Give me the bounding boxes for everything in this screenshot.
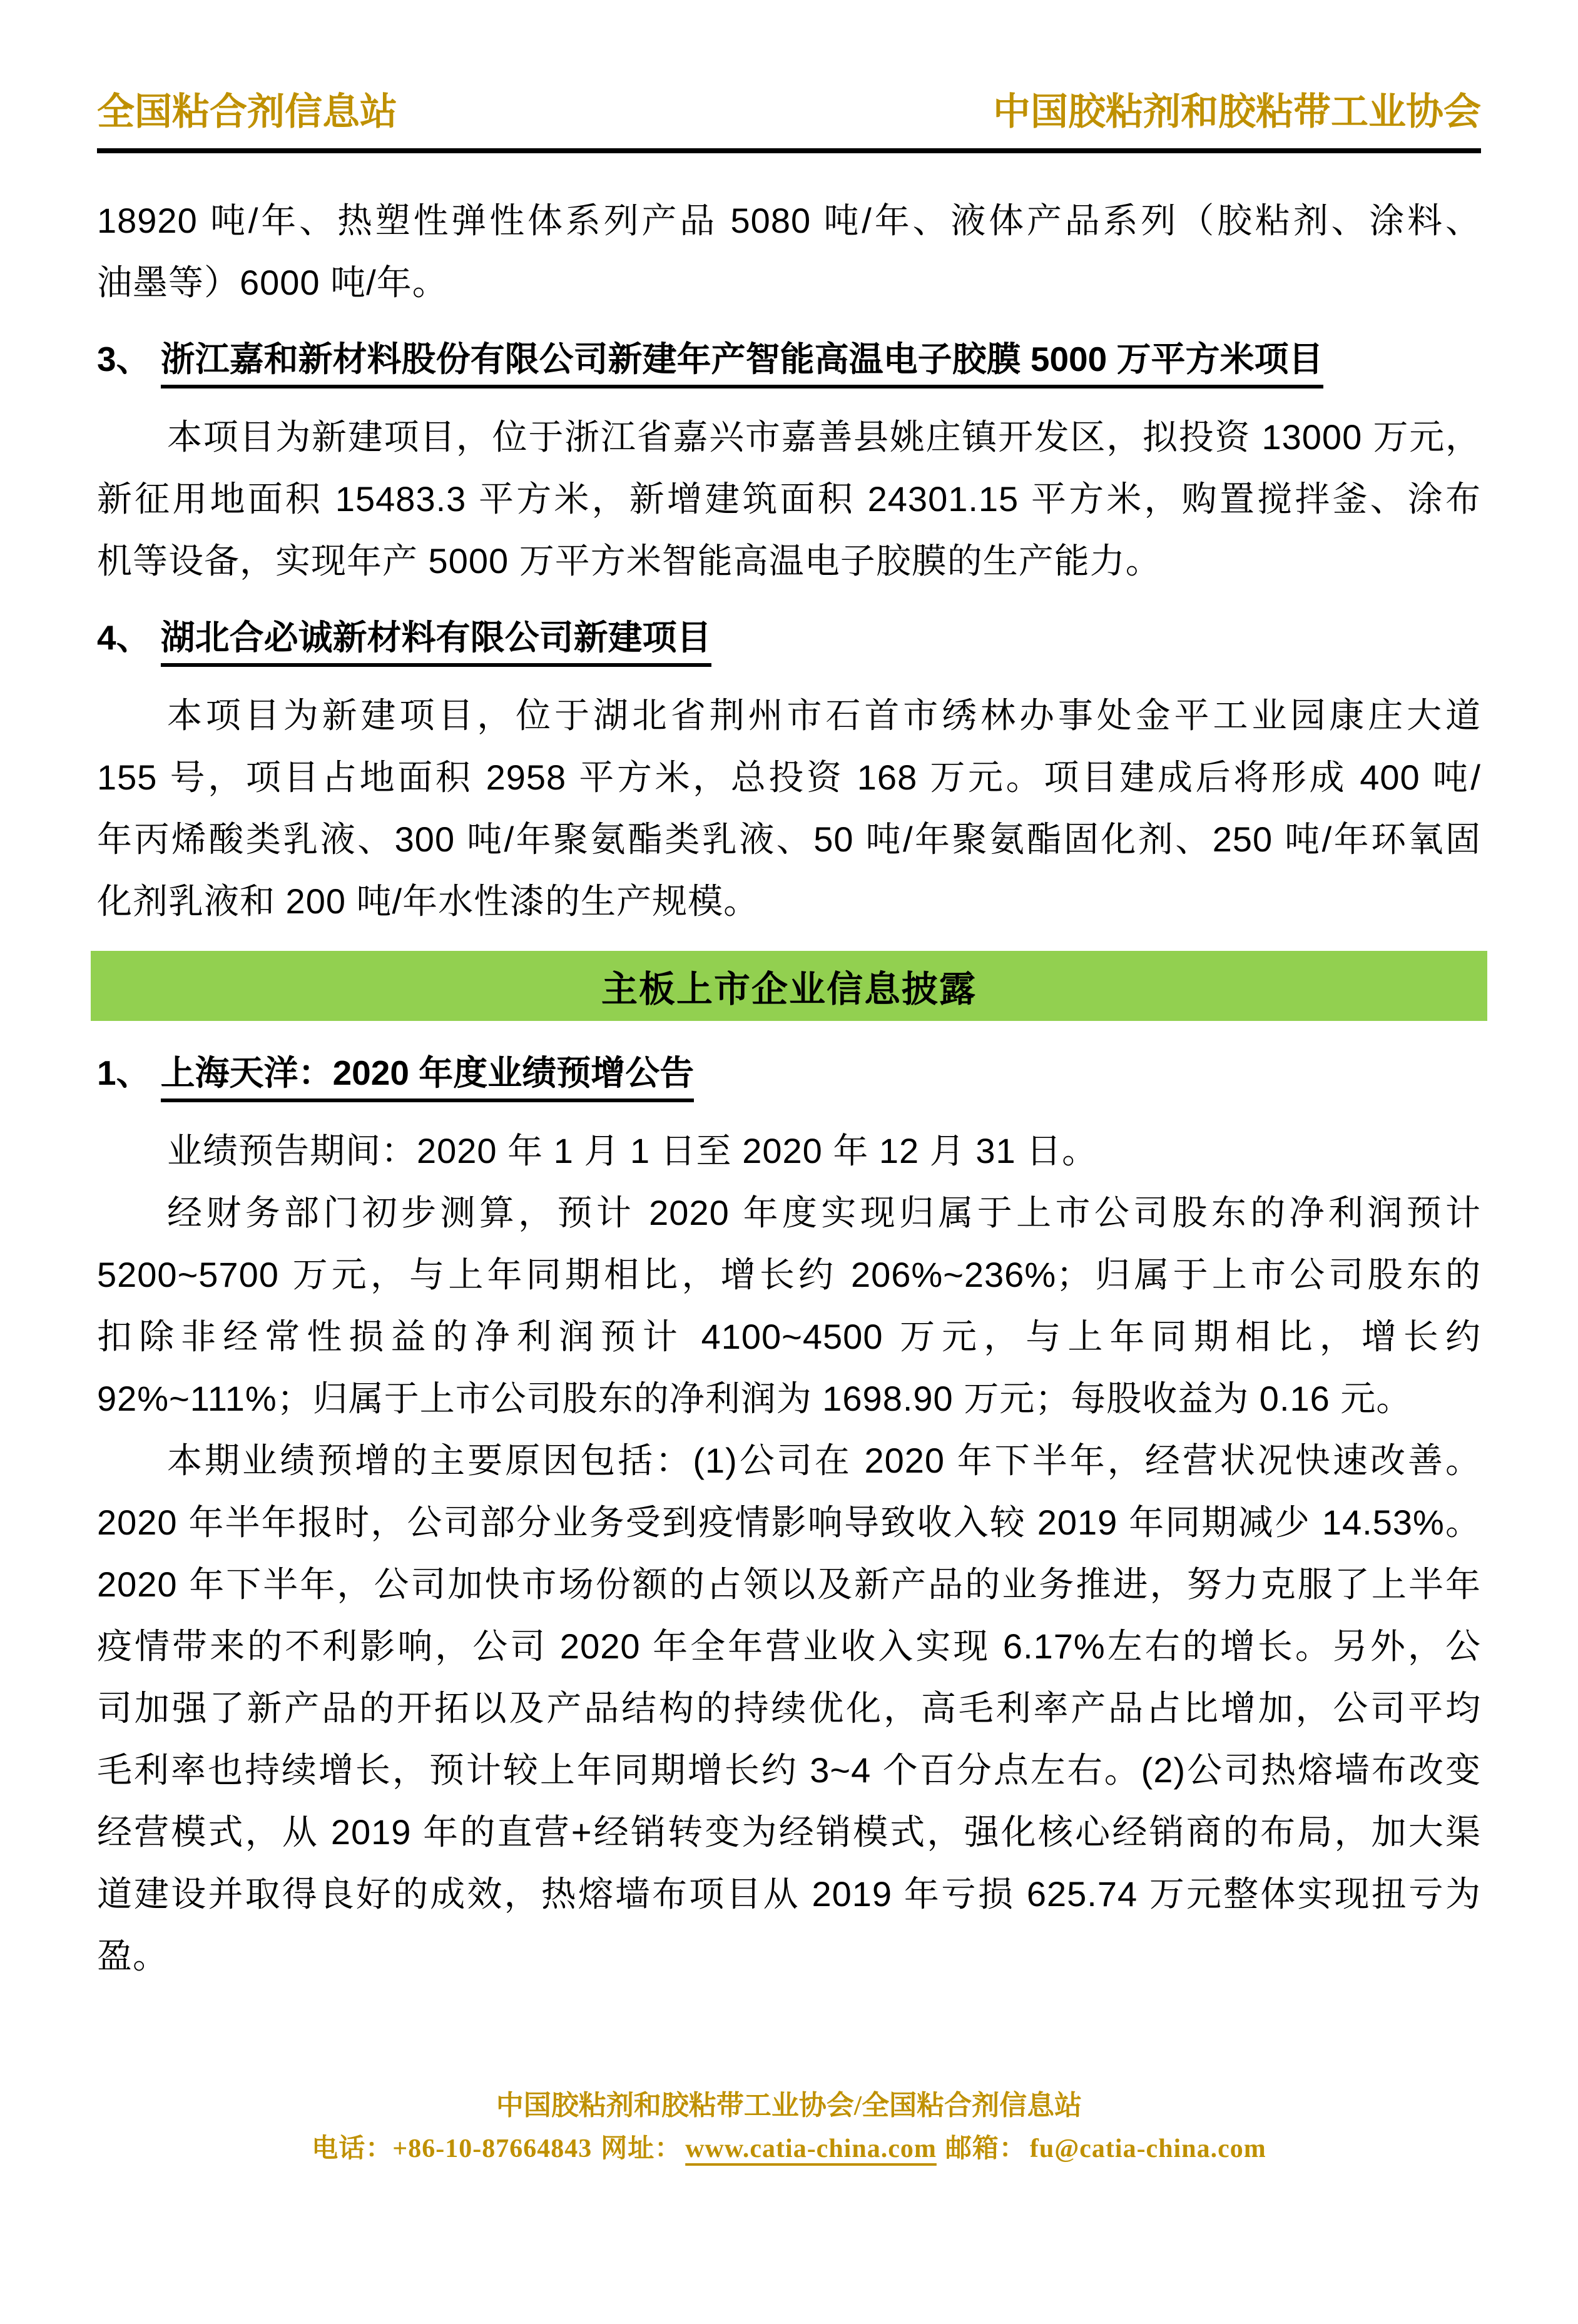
body-line: 92%~111%；归属于上市公司股东的净利润为 1698.90 万元；每股收益为 0.16 元。 <box>97 1379 1412 1418</box>
section-3-heading <box>97 338 1481 388</box>
listing-1-title: 上海天洋：2020 年度业绩预增公告 <box>161 1052 695 1102</box>
body-line: 毛利率也持续增长，预计较上年同期增长约 3~4 个百分点左右。(2)公司热熔墙布改变 <box>97 1750 1481 1790</box>
document-page <box>0 93 1578 2324</box>
section-3-title: 浙江嘉和新材料股份有限公司新建年产智能高温电子胶膜 5000 万平方米项目 <box>161 338 1323 388</box>
body-line: 2020 年半年报时，公司部分业务受到疫情影响导致收入较 2019 年同期减少 14.53%。 <box>97 1503 1481 1542</box>
footer-org-line-clipped <box>0 2090 1578 2123</box>
body-line: 经营模式，从 2019 年的直营+经销转变为经销模式，强化核心经销商的布局，加大渠 <box>97 1812 1481 1852</box>
listing-1-heading <box>97 1052 1481 1102</box>
body-line: 化剂乳液和 200 吨/年水性漆的生产规模。 <box>97 881 760 921</box>
continuation-paragraph <box>97 190 1481 313</box>
body-line: 油墨等）6000 吨/年。 <box>97 263 448 302</box>
body-line: 新征用地面积 15483.3 平方米，新增建筑面积 24301.15 平方米，购置搅拌釜、涂布 <box>97 479 1481 519</box>
body-line: 本期业绩预增的主要原因包括：(1)公司在 2020 年下半年，经营状况快速改善。 <box>167 1441 1481 1480</box>
section-4-title: 湖北合必诚新材料有限公司新建项目 <box>161 617 711 667</box>
section-4-heading <box>97 617 1481 667</box>
body-line: 经财务部门初步测算，预计 2020 年度实现归属于上市公司股东的净利润预计 <box>167 1193 1481 1232</box>
footer-phone-value: +86-10-87664843 <box>392 2134 593 2163</box>
footer-email-value: fu@catia-china.com <box>1029 2134 1266 2163</box>
page-footer <box>0 2090 1578 2168</box>
body-line: 盈。 <box>97 1936 168 1976</box>
body-line: 道建设并取得良好的成效，热熔墙布项目从 2019 年亏损 625.74 万元整体实现扭亏为 <box>97 1874 1481 1914</box>
body-line: 5200~5700 万元，与上年同期相比，增长约 206%~236%；归属于上市公司股东的 <box>97 1255 1481 1294</box>
section-banner <box>91 951 1487 1021</box>
listing-paragraph-1 <box>97 1120 1481 1182</box>
footer-contact-line <box>0 2130 1578 2168</box>
footer-web-label: 网址： <box>601 2134 682 2163</box>
body-line: 年丙烯酸类乳液、300 吨/年聚氨酯类乳液、50 吨/年聚氨酯固化剂、250 吨/年环氧固 <box>97 819 1481 859</box>
section-4-paragraph <box>97 684 1481 932</box>
listing-1-number: 1、 <box>97 1053 151 1092</box>
body-line: 155 号，项目占地面积 2958 平方米，总投资 168 万元。项目建成后将形成 400 吨/ <box>97 758 1481 797</box>
footer-website-link[interactable]: www.catia-china.com <box>685 2134 937 2163</box>
section-3-paragraph <box>97 406 1481 592</box>
body-line: 机等设备，实现年产 5000 万平方米智能高温电子胶膜的生产能力。 <box>97 541 1161 581</box>
listing-paragraph-2 <box>97 1182 1481 1429</box>
page-header <box>97 93 1481 153</box>
header-right-title: 中国胶粘剂和胶粘带工业协会 <box>993 91 1481 133</box>
body-line: 本项目为新建项目，位于浙江省嘉兴市嘉善县姚庄镇开发区，拟投资 13000 万元， <box>167 417 1481 457</box>
body-line: 扣除非经常性损益的净利润预计 4100~4500 万元，与上年同期相比，增长约 <box>97 1317 1481 1356</box>
body-line: 本项目为新建项目，位于湖北省荆州市石首市绣林办事处金平工业园康庄大道 <box>167 696 1481 735</box>
listing-paragraph-3 <box>97 1429 1481 1987</box>
body-line: 业绩预告期间：2020 年 1 月 1 日至 2020 年 12 月 31 日。 <box>167 1131 1098 1170</box>
body-line: 司加强了新产品的开拓以及产品结构的持续优化，高毛利率产品占比增加，公司平均 <box>97 1688 1481 1728</box>
footer-phone-label: 电话： <box>312 2134 393 2163</box>
section-4-number: 4、 <box>97 618 151 657</box>
body-line: 18920 吨/年、热塑性弹性体系列产品 5080 吨/年、液体产品系列（胶粘剂、涂料、 <box>97 201 1481 240</box>
footer-email-label: 邮箱： <box>945 2134 1026 2163</box>
body-line: 2020 年下半年，公司加快市场份额的占领以及新产品的业务推进，努力克服了上半年 <box>97 1565 1481 1604</box>
section-banner-title: 主板上市企业信息披露 <box>601 969 977 1010</box>
section-3-number: 3、 <box>97 340 151 378</box>
header-left-title: 全国粘合剂信息站 <box>97 91 397 133</box>
body-line: 疫情带来的不利影响，公司 2020 年全年营业收入实现 6.17%左右的增长。另外，公 <box>97 1626 1481 1666</box>
footer-org-text: 中国胶粘剂和胶粘带工业协会/全国粘合剂信息站 <box>496 2090 1082 2121</box>
